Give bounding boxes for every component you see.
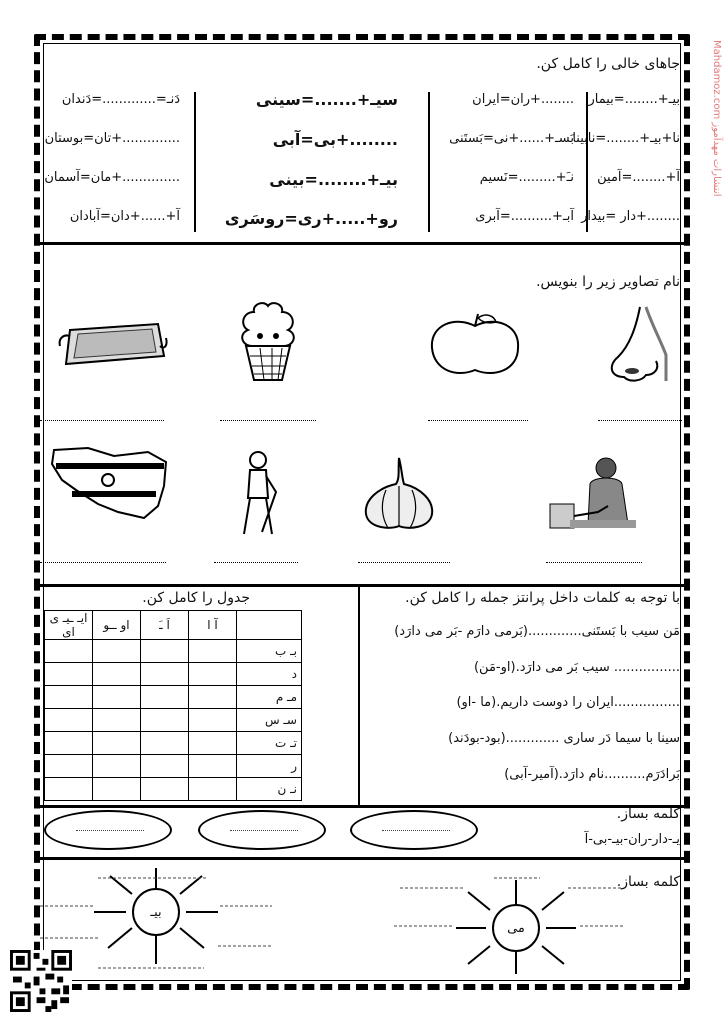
section-divider <box>36 857 688 860</box>
answer-line[interactable] <box>40 420 164 421</box>
blank-item: ..............+تان=بوستان <box>44 131 180 146</box>
table-header: ایـ ـیـ ی ای <box>45 611 93 640</box>
blank-item: نـَ+.........=نَسیم <box>479 170 574 185</box>
blank-item: نا+بیـ+........=نابینا <box>572 131 680 146</box>
ice-cream-picture <box>232 298 304 384</box>
blank-item: آبـ+..........=آبری <box>475 209 574 224</box>
blank-item: بَسـ+......+نی=بَستَنی <box>449 131 574 146</box>
table-cell[interactable] <box>93 663 141 686</box>
sun-center-right <box>492 904 540 952</box>
publisher-watermark: Mahdamoz.com انتشارات مهدآموز <box>711 40 722 197</box>
row-letter: سـ س <box>237 709 302 732</box>
table-cell[interactable] <box>141 755 189 778</box>
answer-line[interactable] <box>40 562 166 563</box>
answer-line[interactable] <box>358 562 450 563</box>
row-letter: مـ م <box>237 686 302 709</box>
row-letter: د <box>237 663 302 686</box>
row-letter: بـ ب <box>237 640 302 663</box>
table-title: جدول را کامل کن. <box>142 590 250 606</box>
blank-item: ........+بی=آبی <box>272 130 398 149</box>
row-letter: نـ ن <box>237 778 302 801</box>
table-cell[interactable] <box>141 663 189 686</box>
table-cell[interactable] <box>189 640 237 663</box>
blank-item: آ+......+دان=آبادان <box>69 209 180 224</box>
table-cell[interactable] <box>189 778 237 801</box>
table-cell[interactable] <box>189 663 237 686</box>
section-divider <box>36 584 688 587</box>
blank-item: آ+........=آمین <box>597 170 680 185</box>
table-cell[interactable] <box>189 732 237 755</box>
table-cell[interactable] <box>189 709 237 732</box>
blank-item: سیـ+.......=سینی <box>255 90 398 109</box>
tray-picture <box>58 316 168 372</box>
sentences-title: با توجه به کلمات داخل پرانتز جمله را کامل کن. <box>405 590 680 606</box>
table-cell[interactable] <box>45 663 93 686</box>
blank-item: ........+ران=ایران <box>472 92 574 107</box>
table-cell[interactable] <box>45 686 93 709</box>
answer-line[interactable] <box>598 420 682 421</box>
iran-map-picture <box>48 446 172 522</box>
table-cell[interactable] <box>45 732 93 755</box>
table-cell[interactable] <box>93 778 141 801</box>
sentence-item: مَن سیب با بَستَنی.............(بَرمی دارَم -بَر می دارَد) <box>394 624 680 639</box>
section2-title: نام تصاویر زیر را بنویس. <box>536 274 680 290</box>
table-cell[interactable] <box>141 686 189 709</box>
syllables-list: یـ-دار-ران-بیـ-بی-آ <box>584 832 680 847</box>
sun-center-left <box>132 888 180 936</box>
table-header: آ ا <box>189 611 237 640</box>
table-cell[interactable] <box>93 732 141 755</box>
sentence-item: سینا با سیما دَر ساری .............(بود-بودَند) <box>448 731 680 746</box>
blank-item: بیـ+........=بیمار <box>588 92 680 107</box>
table-cell[interactable] <box>141 640 189 663</box>
table-cell[interactable] <box>141 709 189 732</box>
sun-letter: می <box>507 920 525 936</box>
nose-picture <box>600 305 670 385</box>
table-corner <box>237 611 302 640</box>
table-cell[interactable] <box>189 686 237 709</box>
blank-item: ..............+مان=آسمان <box>44 170 180 185</box>
table-cell[interactable] <box>93 755 141 778</box>
table-cell[interactable] <box>141 778 189 801</box>
answer-line[interactable] <box>428 420 528 421</box>
answer-line[interactable] <box>546 562 642 563</box>
answer-line[interactable] <box>214 562 298 563</box>
answer-line[interactable] <box>220 420 316 421</box>
answer-ellipse[interactable] <box>44 810 172 850</box>
table-cell[interactable] <box>45 778 93 801</box>
sentence-item: بَرادَرَم..........نام دارَد.(آمیر-آبی) <box>504 767 680 782</box>
column-divider <box>194 92 196 232</box>
sentence-item: ................ سیب بَر می دارَد.(او-مَن) <box>473 660 680 675</box>
table-cell[interactable] <box>141 732 189 755</box>
table-cell[interactable] <box>93 686 141 709</box>
table-header: او ــو <box>93 611 141 640</box>
table-cell[interactable] <box>45 709 93 732</box>
apple-picture <box>426 312 524 378</box>
table-cell[interactable] <box>45 640 93 663</box>
table-cell[interactable] <box>45 755 93 778</box>
column-divider <box>358 586 360 805</box>
section4-title: کلمه بساز. <box>616 806 680 822</box>
table-header: اَ ـَ <box>141 611 189 640</box>
section-divider <box>36 805 688 808</box>
section5-title: کلمه بساز. <box>616 874 680 890</box>
boy-walking-picture <box>232 448 288 538</box>
blank-item: دَنـ=.............=دَندان <box>61 92 180 107</box>
row-letter: ر <box>237 755 302 778</box>
letters-table <box>44 610 302 801</box>
answer-ellipse[interactable] <box>350 810 478 850</box>
qr-code-icon[interactable] <box>10 950 72 1012</box>
answer-ellipse[interactable] <box>198 810 326 850</box>
table-cell[interactable] <box>93 640 141 663</box>
section-divider <box>36 242 688 245</box>
sentence-item: ................ایران را دوست داریم.(ما -او) <box>456 695 680 710</box>
section1-title: جاهای خالی را کامل کن. <box>536 56 680 72</box>
column-divider <box>428 92 430 232</box>
sun-letter: بیـ <box>150 904 162 920</box>
table-cell[interactable] <box>189 755 237 778</box>
garlic-picture <box>360 456 438 532</box>
blank-item: ........+دار =بیدار <box>581 209 680 224</box>
row-letter: تـ ت <box>237 732 302 755</box>
blank-item: رو+.....+ری=روسَری <box>224 209 398 228</box>
blank-item: بیـ+........=بینی <box>269 170 398 189</box>
table-cell[interactable] <box>93 709 141 732</box>
boy-sewing-picture <box>548 454 644 534</box>
